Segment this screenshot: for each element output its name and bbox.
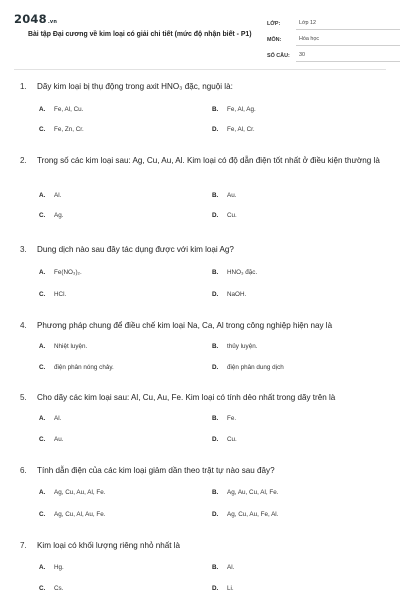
option-text: Ag.	[54, 212, 64, 219]
option-a[interactable]	[39, 192, 61, 199]
option-letter: D.	[212, 291, 219, 298]
option-text: Ag, Au, Cu, Al, Fe.	[227, 489, 279, 496]
option-b[interactable]	[212, 343, 257, 350]
meta-value: Hóa học	[296, 36, 400, 46]
question-number: 7.	[20, 541, 27, 550]
option-letter: D.	[212, 585, 219, 592]
option-d[interactable]	[212, 291, 246, 298]
option-text: Fe, Al, Ag.	[227, 106, 256, 113]
option-text: Au.	[54, 436, 64, 443]
question-text: Phương pháp chung để điều chế kim loại Na, Ca, Al trong công nghiệp hiện nay là	[37, 321, 333, 330]
option-text: Hg.	[54, 564, 64, 571]
option-letter: B.	[212, 343, 219, 350]
option-letter: D.	[212, 436, 219, 443]
question-text: Trong số các kim loại sau: Ag, Cu, Au, Al. Kim loại có độ dẫn điện tốt nhất ở điều kiện thường là	[37, 156, 380, 165]
question-number: 1.	[20, 82, 27, 91]
meta-value: 30	[296, 52, 400, 62]
question-2	[20, 154, 384, 219]
option-text: Li.	[227, 585, 234, 592]
option-letter: A.	[39, 415, 46, 422]
meta-info	[267, 14, 400, 62]
option-a[interactable]	[39, 269, 82, 276]
question-number: 3.	[20, 245, 27, 254]
option-a[interactable]	[39, 106, 83, 113]
option-text: Al.	[227, 564, 235, 571]
option-text: Fe, Al, Cu.	[54, 106, 84, 113]
meta-row-count	[267, 46, 400, 62]
option-letter: B.	[212, 192, 219, 199]
option-d[interactable]	[212, 126, 255, 133]
option-d[interactable]	[212, 364, 284, 371]
header	[14, 0, 386, 68]
option-letter: C.	[39, 436, 46, 443]
question-1	[20, 80, 384, 133]
option-b[interactable]	[212, 192, 236, 199]
option-letter: A.	[39, 106, 46, 113]
question-number: 6.	[20, 466, 27, 475]
option-c[interactable]	[39, 364, 114, 371]
question-text: Tính dẫn điện của các kim loại giảm dần theo trật tự nào sau đây?	[37, 466, 275, 475]
option-c[interactable]	[39, 436, 63, 443]
option-text: Ag, Cu, Au, Fe, Al.	[227, 511, 279, 518]
option-text: Al.	[54, 192, 62, 199]
document-title: Bài tập Đại cương về kim loại có giải chi tiết (mức độ nhận biết - P1)	[28, 31, 252, 38]
option-text: Ag, Cu, Al, Au, Fe.	[54, 511, 106, 518]
option-text: Ag, Cu, Au, Al, Fe.	[54, 489, 106, 496]
question-text: Kim loại có khối lượng riêng nhỏ nhất là	[37, 541, 181, 550]
option-text: HNO₃ đặc.	[227, 269, 258, 276]
option-letter: B.	[212, 106, 219, 113]
option-text: điện phân dung dịch	[227, 364, 284, 371]
question-number: 4.	[20, 321, 27, 330]
question-3	[20, 243, 384, 298]
option-text: NaOH.	[227, 291, 247, 298]
option-letter: A.	[39, 564, 46, 571]
option-letter: D.	[212, 364, 219, 371]
question-number: 2.	[20, 156, 27, 165]
option-text: Al.	[54, 415, 62, 422]
option-letter: C.	[39, 364, 46, 371]
option-letter: A.	[39, 192, 46, 199]
option-text: Fe, Zn, Cr.	[54, 126, 84, 133]
option-d[interactable]	[212, 212, 237, 219]
logo-suffix: .vn	[47, 19, 58, 25]
option-text: HCl.	[54, 291, 67, 298]
option-text: Fe(NO₃)₂.	[54, 269, 82, 276]
option-letter: D.	[212, 511, 219, 518]
option-c[interactable]	[39, 585, 63, 592]
option-letter: B.	[212, 415, 219, 422]
option-letter: C.	[39, 585, 46, 592]
option-letter: C.	[39, 126, 46, 133]
question-7	[20, 539, 384, 592]
option-letter: A.	[39, 343, 46, 350]
option-text: Cu.	[227, 436, 237, 443]
option-letter: D.	[212, 126, 219, 133]
meta-label: SỐ CÂU:	[267, 53, 290, 59]
option-b[interactable]	[212, 106, 256, 113]
option-b[interactable]	[212, 269, 257, 276]
option-text: Nhiệt luyện.	[54, 343, 88, 350]
option-d[interactable]	[212, 585, 234, 592]
option-c[interactable]	[39, 511, 105, 518]
option-text: Fe.	[227, 415, 237, 422]
option-d[interactable]	[212, 511, 278, 518]
option-c[interactable]	[39, 126, 84, 133]
meta-row-subject	[267, 30, 400, 46]
option-c[interactable]	[39, 291, 66, 298]
option-text: điện phân nóng chảy.	[54, 364, 114, 371]
question-6	[20, 464, 384, 518]
option-a[interactable]	[39, 564, 64, 571]
question-5	[20, 391, 384, 443]
header-divider	[14, 69, 386, 70]
option-text: Fe, Al, Cr.	[227, 126, 255, 133]
option-text: thủy luyện.	[227, 343, 258, 350]
option-letter: A.	[39, 269, 46, 276]
option-letter: B.	[212, 564, 219, 571]
question-text: Dung dịch nào sau đây tác dụng được với kim loại Ag?	[37, 245, 234, 254]
option-letter: A.	[39, 489, 46, 496]
option-d[interactable]	[212, 436, 237, 443]
option-text: Au.	[227, 192, 237, 199]
option-text: Cu.	[227, 212, 237, 219]
option-letter: C.	[39, 212, 46, 219]
option-c[interactable]	[39, 212, 63, 219]
meta-value: Lớp 12	[296, 20, 400, 30]
option-b[interactable]	[212, 415, 236, 422]
option-letter: D.	[212, 212, 219, 219]
option-letter: B.	[212, 489, 219, 496]
option-a[interactable]	[39, 489, 105, 496]
option-b[interactable]	[212, 489, 278, 496]
option-b[interactable]	[212, 564, 234, 571]
meta-row-class	[267, 14, 400, 30]
logo-main: 2048	[14, 12, 47, 26]
meta-label: LỚP:	[267, 21, 281, 27]
option-text: Cs.	[54, 585, 64, 592]
option-a[interactable]	[39, 415, 61, 422]
question-4	[20, 319, 384, 371]
option-letter: C.	[39, 511, 46, 518]
question-text: Cho dãy các kim loại sau: Al, Cu, Au, Fe. Kim loại có tính dẻo nhất trong dãy trên là	[37, 393, 336, 402]
option-a[interactable]	[39, 343, 87, 350]
meta-label: MÔN:	[267, 37, 282, 43]
option-letter: C.	[39, 291, 46, 298]
option-letter: B.	[212, 269, 219, 276]
question-text: Dãy kim loại bị thụ động trong axit HNO₃ đặc, nguội là:	[37, 82, 233, 91]
question-number: 5.	[20, 393, 27, 402]
